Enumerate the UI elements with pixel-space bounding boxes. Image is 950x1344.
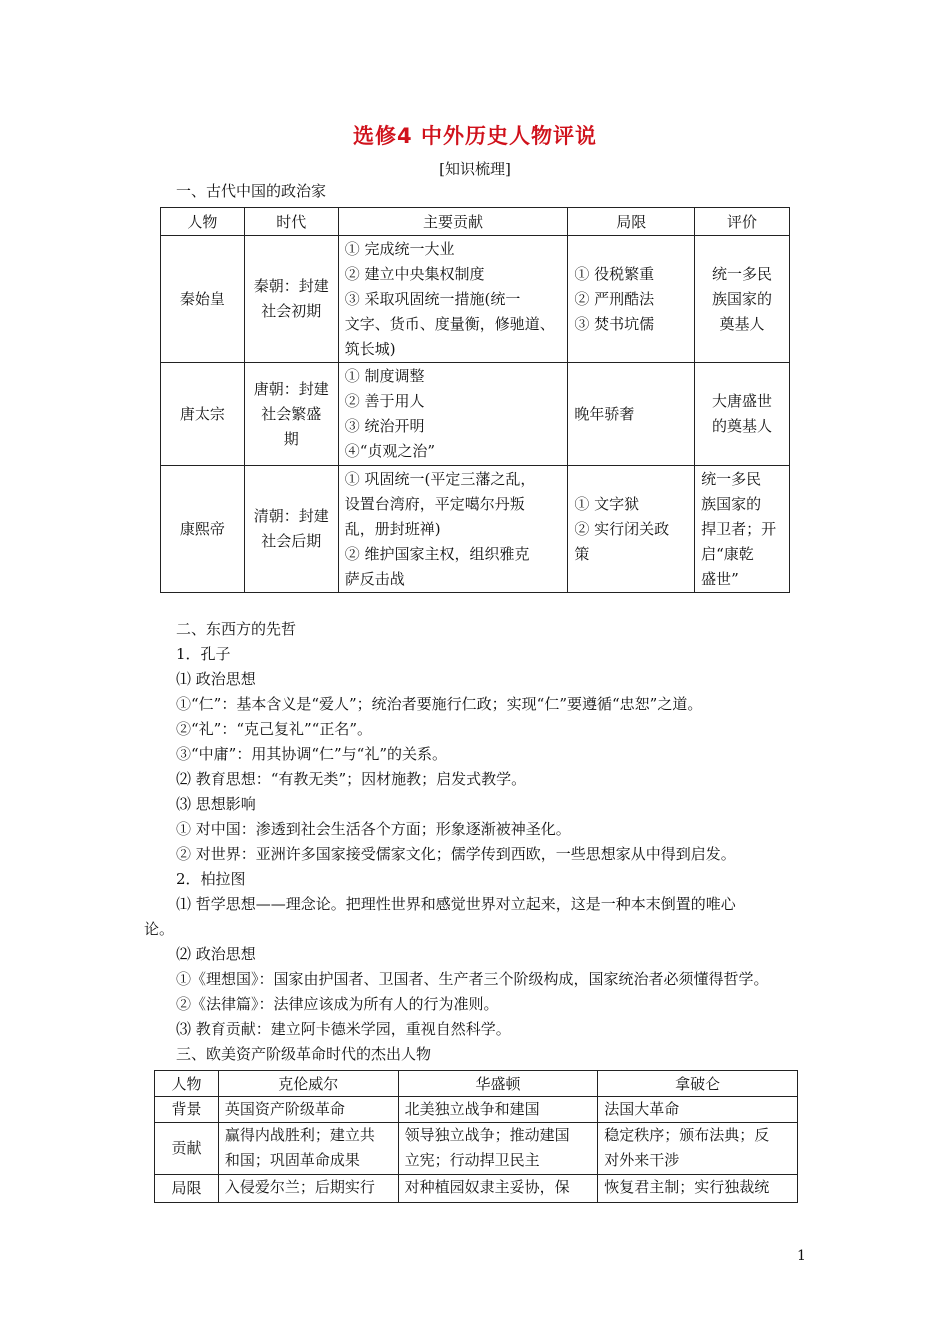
subheading-plato: 2．柏拉图 [176,870,246,888]
paragraph: ②“礼”：“克己复礼”“正名”。 [176,720,373,738]
cell-line: ④“贞观之治” [344,442,436,460]
table-cell [598,1097,798,1123]
cell-line: 英国资产阶级革命 [224,1100,345,1118]
cell-line: 统一多民 [712,264,773,283]
cell-line: 盛世” [701,569,739,588]
cell-line: ② 维护国家主权，组织雅克 [344,544,530,563]
cell-line: 族国家的 [701,494,762,513]
subheading-confucius: 1．孔子 [176,645,231,663]
ancient-statesmen-table [160,207,790,593]
cell-line: 大唐盛世 [712,392,773,410]
cell-line: 对外来干涉 [604,1151,680,1169]
table-header: 拿破仑 [598,1071,798,1097]
paragraph: ⑶ 教育贡献：建立阿卡德米学园，重视自然科学。 [176,1020,511,1038]
cell-line: 萨反击战 [344,569,405,588]
cell-line: 族国家的 [712,289,773,308]
cell-line: 对种植园奴隶主妥协，保 [404,1178,570,1196]
cell-line: ② 善于用人 [344,392,425,410]
person-cell: 秦始皇 [161,236,245,363]
cell-line: ② 实行闭关政 [574,519,670,538]
person-cell: 康熙帝 [161,466,245,593]
paragraph: ⑵ 政治思想 [176,945,256,963]
contribution-cell [338,236,568,363]
table-cell [218,1123,398,1175]
cell-line: 社会繁盛 [261,404,322,423]
table-cell [218,1175,398,1203]
cell-line: 恢复君主制；实行独裁统 [604,1178,770,1196]
contribution-cell [338,466,568,593]
table-cell [598,1123,798,1175]
cell-line: 奠基人 [719,314,765,333]
cell-line: 乱，册封班禅) [344,519,441,538]
table-row [155,1097,798,1123]
cell-line: 清朝：封建 [253,507,329,525]
section-label: [知识梳理] [439,160,511,178]
table-header-row [155,1071,798,1097]
table-header: 克伦威尔 [218,1071,398,1097]
paragraph: ①《理想国》：国家由护国者、卫国者、生产者三个阶级构成，国家统治者必须懂得哲学。 [176,970,769,988]
paragraph: ⑵ 教育思想：“有教无类”；因材施教；启发式教学。 [176,770,527,788]
table-cell [398,1175,598,1203]
row-label: 局限 [155,1175,219,1203]
table-header: 华盛顿 [398,1071,598,1097]
page-number: 1 [797,1248,806,1264]
cell-line: ③ 采取巩固统一措施(统一 [344,289,521,308]
section-heading-1: 一、古代中国的政治家 [176,182,327,200]
cell-line: 启“康乾 [701,544,754,563]
cell-line: 北美独立战争和建国 [404,1100,540,1118]
table-cell [398,1123,598,1175]
paragraph: 论。 [144,920,175,938]
cell-line: ② 严刑酷法 [574,289,655,308]
paragraph: ⑴ 政治思想 [176,670,256,688]
cell-line: 的奠基人 [712,417,773,435]
person-cell: 唐太宗 [161,363,245,466]
table-header: 评价 [695,208,790,236]
table-cell [398,1097,598,1123]
cell-line: 领导独立战争；推动建国 [404,1126,570,1144]
limitation-cell [568,236,695,363]
section-heading-3: 三、欧美资产阶级革命时代的杰出人物 [176,1045,432,1063]
cell-line: 法国大革命 [604,1100,680,1118]
table-cell [218,1097,398,1123]
paragraph: ① 对中国：渗透到社会生活各个方面；形象逐渐被神圣化。 [176,820,571,838]
evaluation-cell [695,466,790,593]
paragraph: ② 对世界：亚洲许多国家接受儒家文化；儒学传到西欧，一些思想家从中得到启发。 [176,845,736,863]
cell-line: ③ 焚书坑儒 [574,314,655,333]
row-label: 背景 [155,1097,219,1123]
table-header: 时代 [244,208,338,236]
paragraph: ①“仁”：基本含义是“爱人”；统治者要施行仁政；实现“仁”要遵循“忠恕”之道。 [176,695,703,713]
table-header-row [161,208,790,236]
cell-line: 策 [574,544,590,563]
paragraph: ⑶ 思想影响 [176,795,256,813]
cell-line: ① 完成统一大业 [344,239,455,258]
cell-line: 稳定秩序；颁布法典；反 [604,1126,770,1144]
cell-line: 和国；巩固革命成果 [224,1151,360,1169]
cell-line: 立宪；行动捍卫民主 [404,1151,540,1169]
era-cell [244,363,338,466]
cell-line: 社会初期 [261,302,322,320]
limitation-cell [568,363,695,466]
cell-line: ① 役税繁重 [574,264,655,283]
table-row [155,1175,798,1203]
table-cell [598,1175,798,1203]
limitation-cell [568,466,695,593]
cell-line: 赢得内战胜利；建立共 [224,1126,375,1144]
evaluation-cell [695,363,790,466]
paragraph: ③“中庸”：用其协调“仁”与“礼”的关系。 [176,745,448,763]
cell-line: 文字、货币、度量衡，修驰道、 [344,314,555,333]
evaluation-cell [695,236,790,363]
cell-line: 筑长城) [344,339,396,358]
cell-line: 入侵爱尔兰；后期实行 [224,1178,375,1196]
table-header: 人物 [161,208,245,236]
table-row [161,236,790,363]
cell-line: ① 巩固统一(平定三藩之乱， [344,469,536,488]
cell-line: ③ 统治开明 [344,417,425,435]
contribution-cell [338,363,568,466]
table-row [161,466,790,593]
row-label: 贡献 [155,1123,219,1175]
paragraph: ②《法律篇》：法律应该成为所有人的行为准则。 [176,995,499,1013]
era-cell [244,236,338,363]
cell-line: ② 建立中央集权制度 [344,264,485,283]
cell-line: 期 [283,429,299,448]
era-cell [244,466,338,593]
cell-line: ① 制度调整 [344,367,425,385]
cell-line: 社会后期 [261,532,322,550]
cell-line: 统一多民 [701,469,762,488]
cell-line: 捍卫者；开 [701,519,777,538]
section-heading-2: 二、东西方的先哲 [176,620,297,638]
cell-line: 唐朝：封建 [253,379,329,398]
revolution-figures-table [154,1070,798,1203]
cell-line: 秦朝：封建 [253,277,329,295]
table-header: 局限 [568,208,695,236]
paragraph: ⑴ 哲学思想——理念论。把理性世界和感觉世界对立起来，这是一种本末倒置的唯心 [176,895,736,913]
table-row [161,363,790,466]
cell-line: 设置台湾府，平定噶尔丹叛 [344,494,525,513]
cell-line: ① 文字狱 [574,494,640,513]
document-title: 选修4 中外历史人物评说 [353,124,597,148]
table-header: 主要贡献 [338,208,568,236]
cell-line: 晚年骄奢 [574,404,635,423]
table-row [155,1123,798,1175]
table-header: 人物 [155,1071,219,1097]
